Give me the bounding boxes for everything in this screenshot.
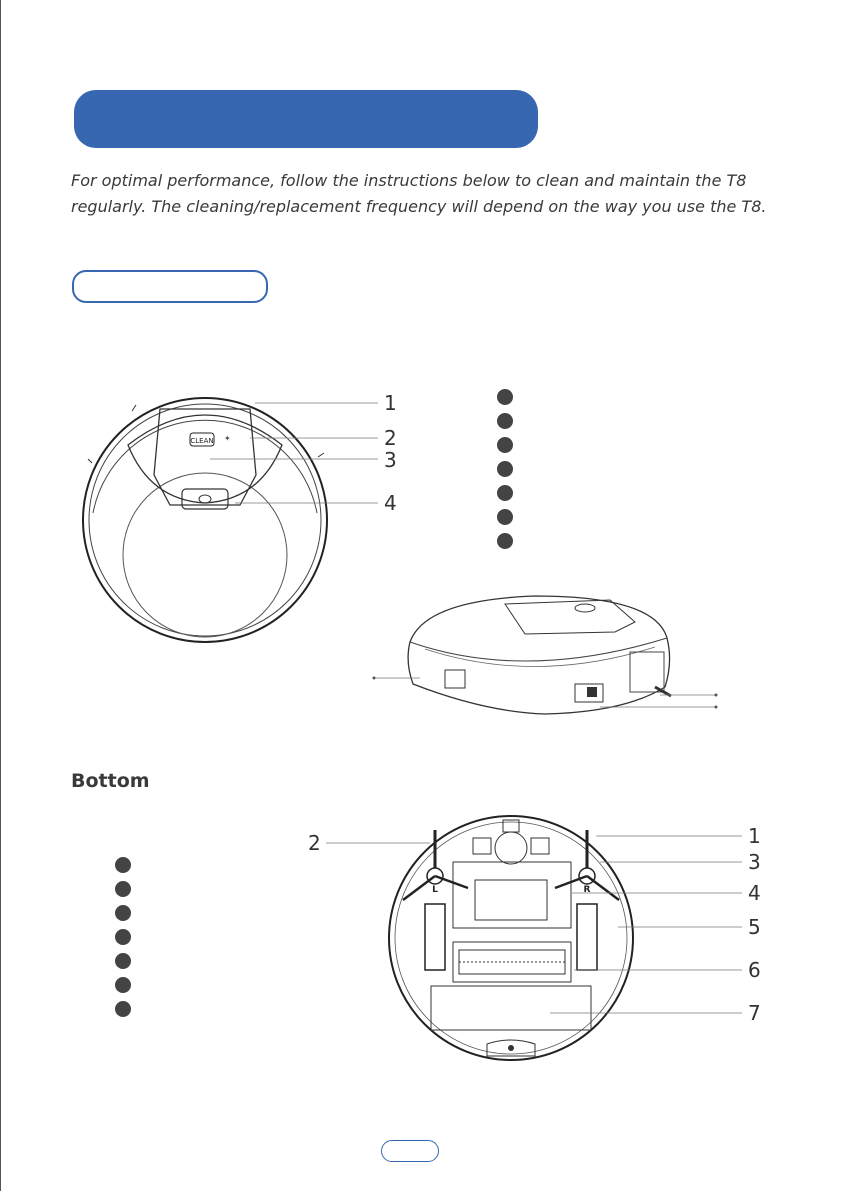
bottom-callout-1: 1 bbox=[748, 824, 761, 848]
bottom-callout-7: 7 bbox=[748, 1001, 761, 1025]
top-callout-1: 1 bbox=[384, 391, 397, 415]
right-brush-label: R bbox=[583, 885, 591, 895]
intro-paragraph: For optimal performance, follow the instructions below to clean and maintain the T8 regularly. The cleaning/replacement frequency will depend on the way you use the T8. bbox=[71, 171, 767, 216]
bottom-section-heading: Bottom bbox=[71, 770, 150, 792]
top-callout-3: 3 bbox=[384, 448, 397, 472]
bottom-callout-6: 6 bbox=[748, 958, 761, 982]
bottom-callout-2-left: 2 bbox=[308, 831, 321, 855]
bottom-callout-4: 4 bbox=[748, 881, 761, 905]
svg-text:✦: ✦ bbox=[224, 434, 231, 443]
page-number-pill bbox=[381, 1140, 439, 1162]
clean-button-label: CLEAN bbox=[190, 437, 214, 445]
bottom-callout-5: 5 bbox=[748, 915, 761, 939]
top-callout-4: 4 bbox=[384, 491, 397, 515]
left-brush-label: L bbox=[432, 885, 438, 895]
top-callout-2: 2 bbox=[384, 426, 397, 450]
bottom-callout-3: 3 bbox=[748, 850, 761, 874]
